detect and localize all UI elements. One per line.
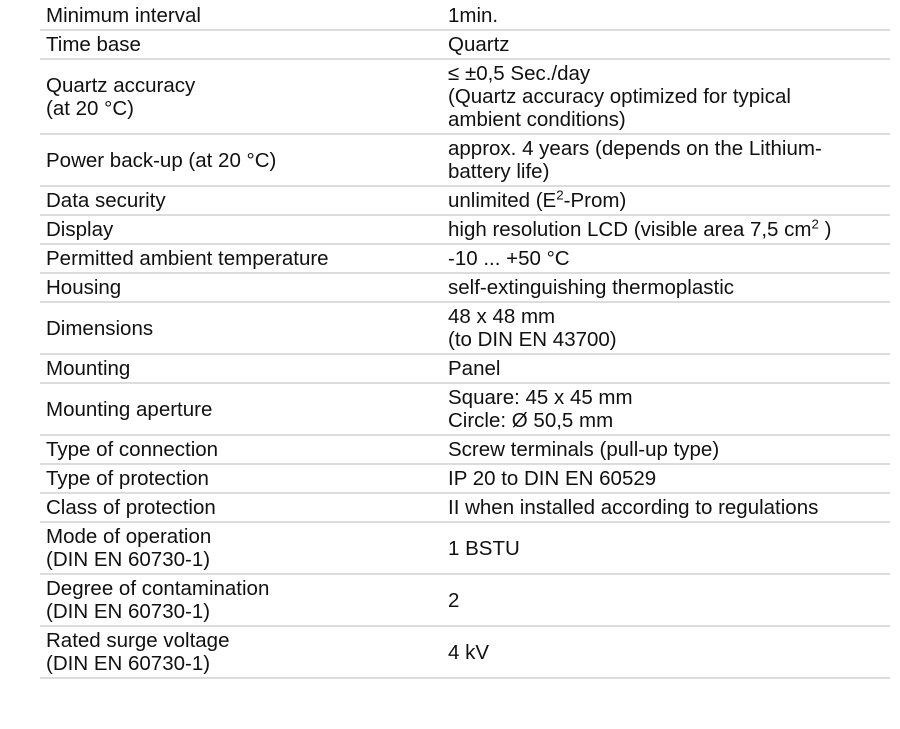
row-value: [442, 383, 890, 435]
row-label: [40, 134, 442, 186]
row-label: [40, 302, 442, 354]
table-row: [40, 522, 890, 574]
label-line: Permitted ambient temperature: [46, 247, 329, 270]
label-line: (DIN EN 60730-1): [46, 548, 211, 571]
row-label: [40, 244, 442, 273]
row-value: [442, 244, 890, 273]
value-line: (to DIN EN 43700): [448, 328, 617, 351]
row-value: [442, 134, 890, 186]
table-row: [40, 354, 890, 383]
value-line: Screw terminals (pull-up type): [448, 438, 720, 461]
label-line: (DIN EN 60730-1): [46, 652, 211, 675]
label-line: Data security: [46, 189, 166, 212]
value-line: ≤ ±0,5 Sec./day: [448, 62, 591, 85]
value-line: ambient conditions): [448, 108, 626, 131]
row-label: [40, 354, 442, 383]
value-text: unlimited (E: [448, 189, 557, 212]
table-row: [40, 574, 890, 626]
value-line: 2: [448, 588, 460, 612]
value-text: ): [818, 218, 832, 241]
label-line: Minimum interval: [46, 4, 201, 27]
label-line: Quartz accuracy: [46, 73, 196, 97]
value-line: approx. 4 years (depends on the Lithium-: [448, 137, 822, 160]
row-value: [442, 435, 890, 464]
row-label: [40, 2, 442, 30]
table-row: [40, 59, 890, 134]
label-line: Dimensions: [46, 316, 154, 340]
row-value: [442, 30, 890, 59]
row-label: [40, 574, 442, 626]
row-value: [442, 302, 890, 354]
table-row: [40, 464, 890, 493]
table-row: [40, 215, 890, 244]
value-text: high resolution LCD (visible area 7,5 cm: [448, 218, 812, 241]
row-label: [40, 215, 442, 244]
row-label: [40, 186, 442, 215]
table-row: [40, 435, 890, 464]
row-value: [442, 464, 890, 493]
row-value: [442, 215, 890, 244]
row-label: [40, 383, 442, 435]
row-value: [442, 626, 890, 678]
table-row: [40, 383, 890, 435]
table-row: [40, 2, 890, 30]
table-row: [40, 273, 890, 302]
row-value: [442, 2, 890, 30]
value-text: -Prom): [563, 189, 627, 212]
value-line: 1 BSTU: [448, 536, 520, 560]
value-line: Panel: [448, 357, 501, 380]
row-value: [442, 522, 890, 574]
label-line: Housing: [46, 276, 122, 299]
table-row: [40, 302, 890, 354]
row-label: [40, 435, 442, 464]
value-line: -10 ... +50 °C: [448, 247, 570, 270]
table-row: [40, 186, 890, 215]
value-line: Square: 45 x 45 mm: [448, 386, 633, 409]
label-line: Type of connection: [46, 438, 219, 461]
value-line: [448, 189, 884, 212]
value-line: Circle: Ø 50,5 mm: [448, 409, 614, 432]
label-line: Power back-up (at 20 °C): [46, 148, 277, 172]
row-label: [40, 59, 442, 134]
row-label: [40, 464, 442, 493]
row-label: [40, 626, 442, 678]
value-line: 1min.: [448, 4, 499, 27]
table-row: [40, 626, 890, 678]
row-label: [40, 30, 442, 59]
row-label: [40, 273, 442, 302]
label-line: Degree of contamination: [46, 577, 270, 600]
value-line: battery life): [448, 160, 550, 183]
label-line: (at 20 °C): [46, 96, 134, 120]
value-line: 48 x 48 mm: [448, 305, 556, 328]
label-line: Rated surge voltage: [46, 629, 230, 652]
superscript: 2: [556, 187, 564, 203]
table-row: [40, 493, 890, 522]
label-line: Mounting aperture: [46, 397, 213, 421]
table-row: [40, 134, 890, 186]
row-value: [442, 273, 890, 302]
row-value: [442, 59, 890, 134]
value-line: self-extinguishing thermoplastic: [448, 276, 734, 299]
value-line: II when installed according to regulations: [448, 496, 819, 519]
row-label: [40, 493, 442, 522]
row-value: [442, 186, 890, 215]
spec-table: [40, 2, 890, 679]
table-row: [40, 30, 890, 59]
label-line: Time base: [46, 33, 141, 56]
row-value: [442, 493, 890, 522]
label-line: Class of protection: [46, 496, 216, 519]
row-value: [442, 354, 890, 383]
value-line: 4 kV: [448, 640, 490, 664]
superscript: 2: [811, 216, 819, 232]
table-row: [40, 244, 890, 273]
value-line: (Quartz accuracy optimized for typical: [448, 85, 791, 108]
label-line: Display: [46, 218, 114, 241]
label-line: Type of protection: [46, 467, 209, 490]
row-label: [40, 522, 442, 574]
label-line: Mounting: [46, 357, 131, 380]
label-line: Mode of operation: [46, 525, 212, 548]
label-line: (DIN EN 60730-1): [46, 600, 211, 623]
value-line: Quartz: [448, 33, 510, 56]
row-value: [442, 574, 890, 626]
value-line: IP 20 to DIN EN 60529: [448, 467, 657, 490]
value-line: [448, 218, 884, 241]
